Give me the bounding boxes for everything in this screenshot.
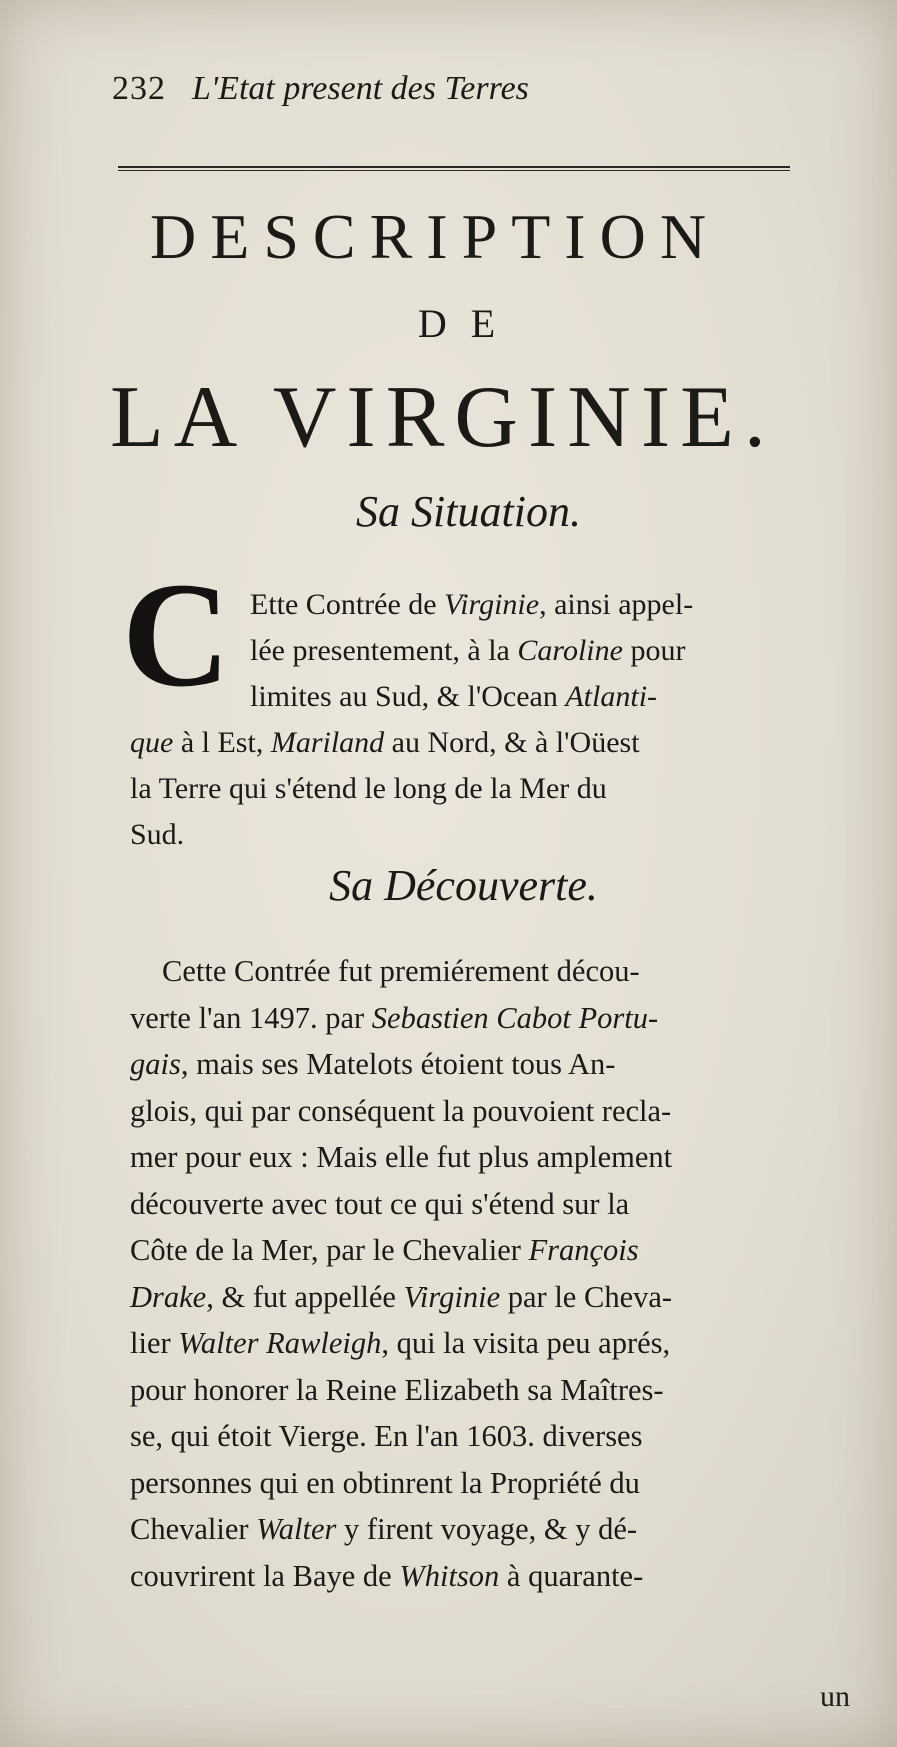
catchword: un bbox=[820, 1680, 850, 1713]
text-line: Ette Contrée de Virginie, ainsi appel- bbox=[250, 588, 694, 621]
text-line: découverte avec tout ce qui s'étend sur la bbox=[130, 1186, 630, 1221]
header-rule bbox=[118, 166, 790, 171]
drop-cap: C bbox=[122, 552, 231, 718]
text-line: mer pour eux : Mais elle fut plus amplement bbox=[130, 1140, 673, 1174]
text-line: personnes qui en obtinrent la Propriété du bbox=[130, 1465, 640, 1500]
paragraph-situation bbox=[130, 582, 855, 858]
text-line: Chevalier Walter y firent voyage, & y dé- bbox=[130, 1512, 638, 1546]
text-line: Drake, & fut appellée Virginie par le Cheva- bbox=[130, 1279, 673, 1314]
running-title: L'Etat present des Terres bbox=[192, 70, 529, 107]
text-line: gais, mais ses Matelots étoient tous An- bbox=[130, 1047, 616, 1081]
text-line: se, qui étoit Vierge. En l'an 1603. diverses bbox=[130, 1419, 643, 1453]
text-line: couvrirent la Baye de Whitson à quarante- bbox=[130, 1558, 644, 1593]
text-line: pour honorer la Reine Elizabeth sa Maîtres- bbox=[130, 1372, 664, 1407]
text-line: verte l'an 1497. par Sebastien Cabot Portu- bbox=[130, 1000, 659, 1035]
text-line: la Terre qui s'étend le long de la Mer du bbox=[130, 772, 607, 805]
text-line: que à l Est, Mariland au Nord, & à l'Oüest bbox=[130, 726, 640, 759]
title-line-1: DESCRIPTION bbox=[150, 201, 721, 272]
running-head bbox=[112, 70, 812, 108]
text-line: glois, qui par conséquent la pouvoient recla- bbox=[130, 1093, 672, 1128]
section-heading-decouverte: Sa Découverte. bbox=[329, 861, 598, 910]
title-line-2: DE bbox=[417, 301, 520, 346]
text-line: lée presentement, à la Caroline pour bbox=[250, 634, 686, 667]
text-line: Cette Contrée fut premiérement décou- bbox=[162, 954, 640, 988]
page-number: 232 bbox=[112, 70, 166, 107]
text-line: lier Walter Rawleigh, qui la visita peu aprés, bbox=[130, 1326, 671, 1360]
section-heading-situation: Sa Situation. bbox=[356, 487, 581, 536]
title-line-3: LA VIRGINIE. bbox=[110, 369, 776, 466]
text-line: Côte de la Mer, par le Chevalier François bbox=[130, 1233, 639, 1267]
text-line: Sud. bbox=[130, 818, 185, 851]
paragraph-decouverte bbox=[130, 948, 855, 1599]
text-line: limites au Sud, & l'Ocean Atlanti- bbox=[250, 680, 658, 713]
